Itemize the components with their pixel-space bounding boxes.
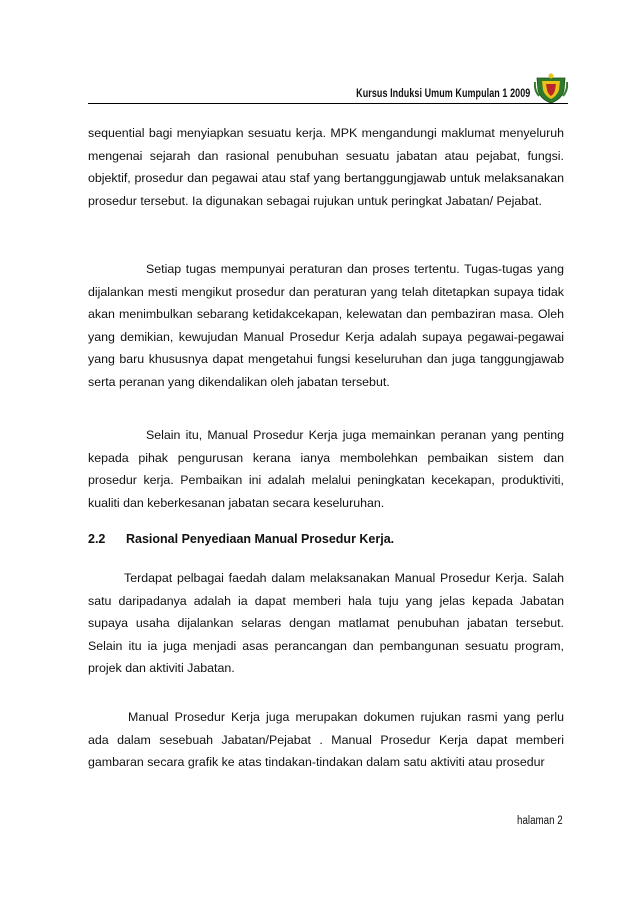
paragraph-4: Terdapat pelbagai faedah dalam melaksanakan Manual Prosedur Kerja. Salah satu daripadanya adalah ia dapat memberi hala tuju yang jelas kepada Jabatan supaya usaha dijalankan selaras dengan matlamat penubuhan jabatan tersebut. Selain itu ia juga menjadi asas perancangan dan pembangunan sesuatu program, projek dan aktiviti Jabatan. <box>88 571 564 675</box>
paragraph-1: sequential bagi menyiapkan sesuatu kerja. MPK mengandungi maklumat menyeluruh mengenai sejarah dan rasional penubuhan sesuatu jabatan atau pejabat, fungsi. objektif, prosedur dan pegawai atau staf yang bertanggungjawab untuk melaksanakan prosedur tersebut. Ia digunakan sebagai rujukan untuk peringkat Jabatan/ Pejabat. <box>88 126 564 208</box>
page-header <box>88 74 568 104</box>
section-title: Rasional Penyediaan Manual Prosedur Kerja. <box>126 532 395 546</box>
page-number: halaman 2 <box>517 815 563 827</box>
section-number: 2.2 <box>88 532 106 546</box>
crest-logo-icon <box>534 72 568 104</box>
paragraph-5: Manual Prosedur Kerja juga merupakan dokumen rujukan rasmi yang perlu ada dalam sesebuah Jabatan/Pejabat . Manual Prosedur Kerja dapat memberi gambaran secara grafik ke atas tindakan-tindakan dalam satu aktiviti atau prosedur <box>88 710 564 769</box>
section-heading <box>88 532 564 546</box>
paragraph-2: Setiap tugas mempunyai peraturan dan proses tertentu. Tugas-tugas yang dijalankan mesti mengikut prosedur dan peraturan yang telah ditetapkan supaya tidak akan menimbulkan sebarang ketidakcekapan, kelewatan dan pembaziran masa. Oleh yang demikian, kewujudan Manual Prosedur Kerja adalah supaya pegawai-pegawai yang baru khususnya dapat mengetahui fungsi keseluruhan dan juga tanggungjawab serta peranan yang dikendalikan oleh jabatan tersebut. <box>88 262 564 389</box>
header-title: Kursus Induksi Umum Kumpulan 1 2009 <box>355 88 530 100</box>
header-divider <box>88 103 568 104</box>
paragraph-3: Selain itu, Manual Prosedur Kerja juga memainkan peranan yang penting kepada pihak pengurusan kerana ianya membolehkan pembaikan sistem dan prosedur kerja. Pembaikan ini adalah melalui peningkatan kecekapan, produktiviti, kualiti dan keberkesanan jabatan secara keseluruhan. <box>88 428 564 510</box>
